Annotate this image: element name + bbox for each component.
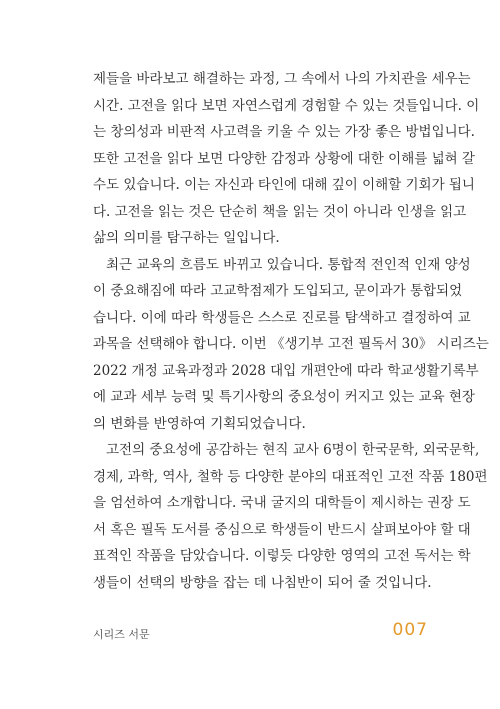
body-text [93, 66, 489, 596]
paragraph-line: 시간. 고전을 읽다 보면 자연스럽게 경험할 수 있는 것들입니다. 이 [93, 97, 480, 114]
paragraph-line: 삶의 의미를 탐구하는 일입니다. [93, 230, 280, 246]
paragraph-line: 의 변화를 반영하여 기획되었습니다. [93, 415, 306, 432]
paragraph-line: 생들이 선택의 방향을 잡는 데 나침반이 되어 줄 것입니다. [93, 574, 432, 591]
paragraph-line: 서 혹은 필독 도서를 중심으로 학생들이 반드시 살펴보아야 할 대 [93, 521, 471, 538]
paragraph-1 [93, 66, 480, 252]
page-number: 007 [392, 620, 428, 640]
running-footer-title: 시리즈 서문 [93, 628, 150, 641]
paragraph-line: 표적인 작품을 담았습니다. 이렇듯 다양한 영역의 고전 독서는 학 [93, 548, 471, 564]
paragraph-line: 2022 개정 교육과정과 2028 대입 개편안에 따라 학교생활기록부 [93, 362, 479, 379]
paragraph-line: 습니다. 이에 따라 학생들은 스스로 진로를 탐색하고 결정하여 교 [93, 309, 471, 326]
paragraph-line: 또한 고전을 읽다 보면 다양한 감정과 상황에 대한 이해를 넓혀 갈 [93, 150, 475, 167]
paragraph-line: 에 교과 세부 능력 및 특기사항의 중요성이 커지고 있는 교육 현장 [93, 389, 475, 405]
paragraph-line: 수도 있습니다. 이는 자신과 타인에 대해 깊이 이해할 기회가 됩니 [93, 177, 475, 193]
paragraph-line: 을 엄선하여 소개합니다. 국내 굴지의 대학들이 제시하는 권장 도 [93, 495, 471, 511]
paragraph-line: 는 창의성과 비판적 사고력을 키울 수 있는 가장 좋은 방법입니다. [93, 124, 475, 140]
paragraph-line: 과목을 선택해야 합니다. 이번 《생기부 고전 필독서 30》 시리즈는 [93, 336, 489, 352]
paragraph-line: 이 중요해짐에 따라 고교학점제가 도입되고, 문이과가 통합되었 [93, 283, 463, 299]
paragraph-2 [93, 252, 489, 438]
paragraph-line: 다. 고전을 읽는 것은 단순히 책을 읽는 것이 아니라 인생을 읽고 [93, 203, 467, 220]
paragraph-line: 고전의 중요성에 공감하는 현직 교사 6명이 한국문학, 외국문학, [106, 442, 480, 458]
paragraph-line: 최근 교육의 흐름도 바뀌고 있습니다. 통합적 전인적 인재 양성 [106, 256, 471, 273]
paragraph-line: 경제, 과학, 역사, 철학 등 다양한 분야의 대표적인 고전 작품 180편 [93, 468, 488, 485]
paragraph-3 [93, 437, 488, 596]
paragraph-line: 제들을 바라보고 해결하는 과정, 그 속에서 나의 가치관을 세우는 [93, 71, 471, 87]
